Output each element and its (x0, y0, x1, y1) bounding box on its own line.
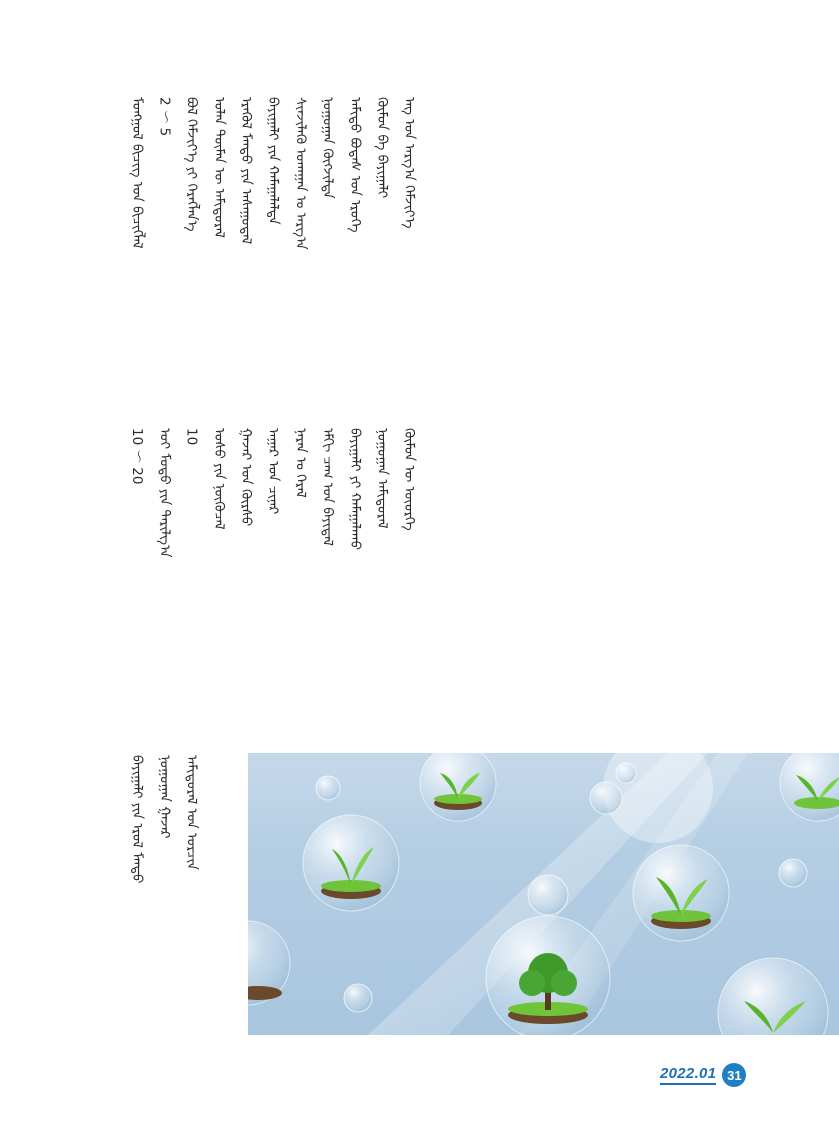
article-text-block-middle (123, 428, 743, 740)
bubble-sprout-4 (633, 845, 729, 941)
bubble-sprout-5 (718, 958, 828, 1035)
bubble-sprout-3 (303, 815, 399, 911)
text-column: 2 ～ 5 (156, 97, 173, 137)
article-text-block-bottom (123, 755, 243, 1060)
text-column: ᠬᠦᠮᠦᠨ ᠦ ᠦᠦᠷᠭᠡ (401, 428, 418, 531)
plant-bubbles-icon (248, 753, 839, 1035)
text-column: ᠰᠢᠨᠵᠢᠯᠡᠬᠦ ᠤᠬᠠᠭᠠᠨ ᠤ ᠠᠷᠭ᠎ᠠ (292, 97, 309, 250)
text-column: ᠡᠷᠡᠬᠦᠯ ᠮᠡᠨᠳᠦ ᠶᠢᠨ ᠠᠰᠠᠭᠤᠳᠠᠯ (238, 97, 255, 245)
text-column: 10 (183, 428, 200, 446)
bubble-edge (248, 921, 290, 1005)
page-number-badge: 31 (722, 1063, 746, 1087)
text-column: ᠡᠩ ᠤᠨ ᠠᠷᠭ᠎ᠠ ᠬᠡᠮᠵᠢᠶ᠎ᠡ (401, 97, 418, 229)
text-column: ᠪᠠᠶᠢᠭᠠᠯᠢ ᠶᠢᠨ ᠬᠠᠮᠠᠭᠠᠯᠠᠯᠲᠠ (265, 97, 282, 225)
text-column: ᠨᠠᠷᠠᠨ ᠤ ᠭᠡᠷᠡᠯ (292, 428, 309, 498)
text-column: ᠪᠠᠶᠢᠭᠠᠯᠢ ᠶᠢ ᠬᠠᠮᠠᠭᠠᠯᠠᠬᠤ (346, 428, 363, 551)
plant-bubbles-illustration (248, 753, 839, 1035)
text-column: ᠠᠮᠢᠳᠤ ᠪᠣᠳᠠᠰ ᠤᠨ ᠡᠷᠦᠬᠡ (346, 97, 363, 233)
text-column: ᠣᠯᠠᠨ ᠲᠦᠮᠡᠨ ᠦ ᠠᠮᠢᠳᠤᠷᠠᠯ (210, 97, 227, 238)
text-column: ᠣᠢ ᠮᠣᠳᠣ ᠶᠢᠨ ᠲᠠᠷᠢᠯᠭ᠎ᠠ (156, 428, 173, 558)
page-footer (660, 1062, 746, 1088)
bubble-tree (486, 916, 610, 1035)
bubble-sprout-1 (420, 753, 496, 821)
text-column: ᠨᠣᠭᠣᠭᠠᠨ ᠭᠠᠵᠠᠷ (156, 755, 173, 839)
text-column: ᠠᠮᠢᠳᠤᠷᠠᠯ ᠤᠨ ᠣᠷᠴᠢᠨ (183, 755, 200, 870)
text-column: ᠤᠰᠤ ᠶᠢᠨ ᠨᠥᠬᠥᠴᠡᠯ (210, 428, 227, 530)
text-column: ᠮᠣᠩᠭᠣᠯ ᠪᠢᠴᠢᠭ᠌ ᠤᠨ ᠪᠢᠴᠢᠭᠯᠡᠯ (129, 97, 146, 249)
issue-number: 2022.01 (660, 1065, 716, 1085)
bubble-sprout-2 (780, 753, 839, 821)
text-column: ᠠᠭᠠᠷ ᠤᠨ ᠴᠢᠨᠠᠷ (265, 428, 282, 515)
text-column: ᠭᠠᠵᠠᠷ ᠤᠨ ᠬᠥᠷᠰᠦ (238, 428, 255, 527)
article-text-block-top (123, 97, 743, 413)
text-column: ᠪᠠᠶᠢᠭᠠᠯᠢ ᠶᠢᠨ ᠡᠷᠦᠯ ᠮᠡᠨᠳᠦ (129, 755, 146, 884)
text-column: 10 ～ 20 (129, 428, 146, 485)
text-column: ᠨᠣᠭᠣᠭᠠᠨ ᠠᠮᠢᠳᠤᠷᠠᠯ (374, 428, 391, 529)
text-column: ᠪᠣᠯ ᠬᠡᠮᠵᠢᠶ᠎ᠡ ᠶᠢ ᠬᠡᠷᠡᠭᠯᠡᠨ᠎ᠡ (183, 97, 200, 232)
text-column: ᠨᠣᠭᠣᠭᠠᠨ ᠬᠥᠭᠵᠢᠯᠲᠡ (319, 97, 336, 199)
text-column: ᠬᠦᠮᠦᠨ ᠪᠠ ᠪᠠᠶᠢᠭᠠᠯᠢ (374, 97, 391, 199)
text-column: ᠡᠮᠬᠢ ᠴᠠᠭ ᠤᠨ ᠪᠠᠶᠢᠳᠠᠯ (319, 428, 336, 546)
